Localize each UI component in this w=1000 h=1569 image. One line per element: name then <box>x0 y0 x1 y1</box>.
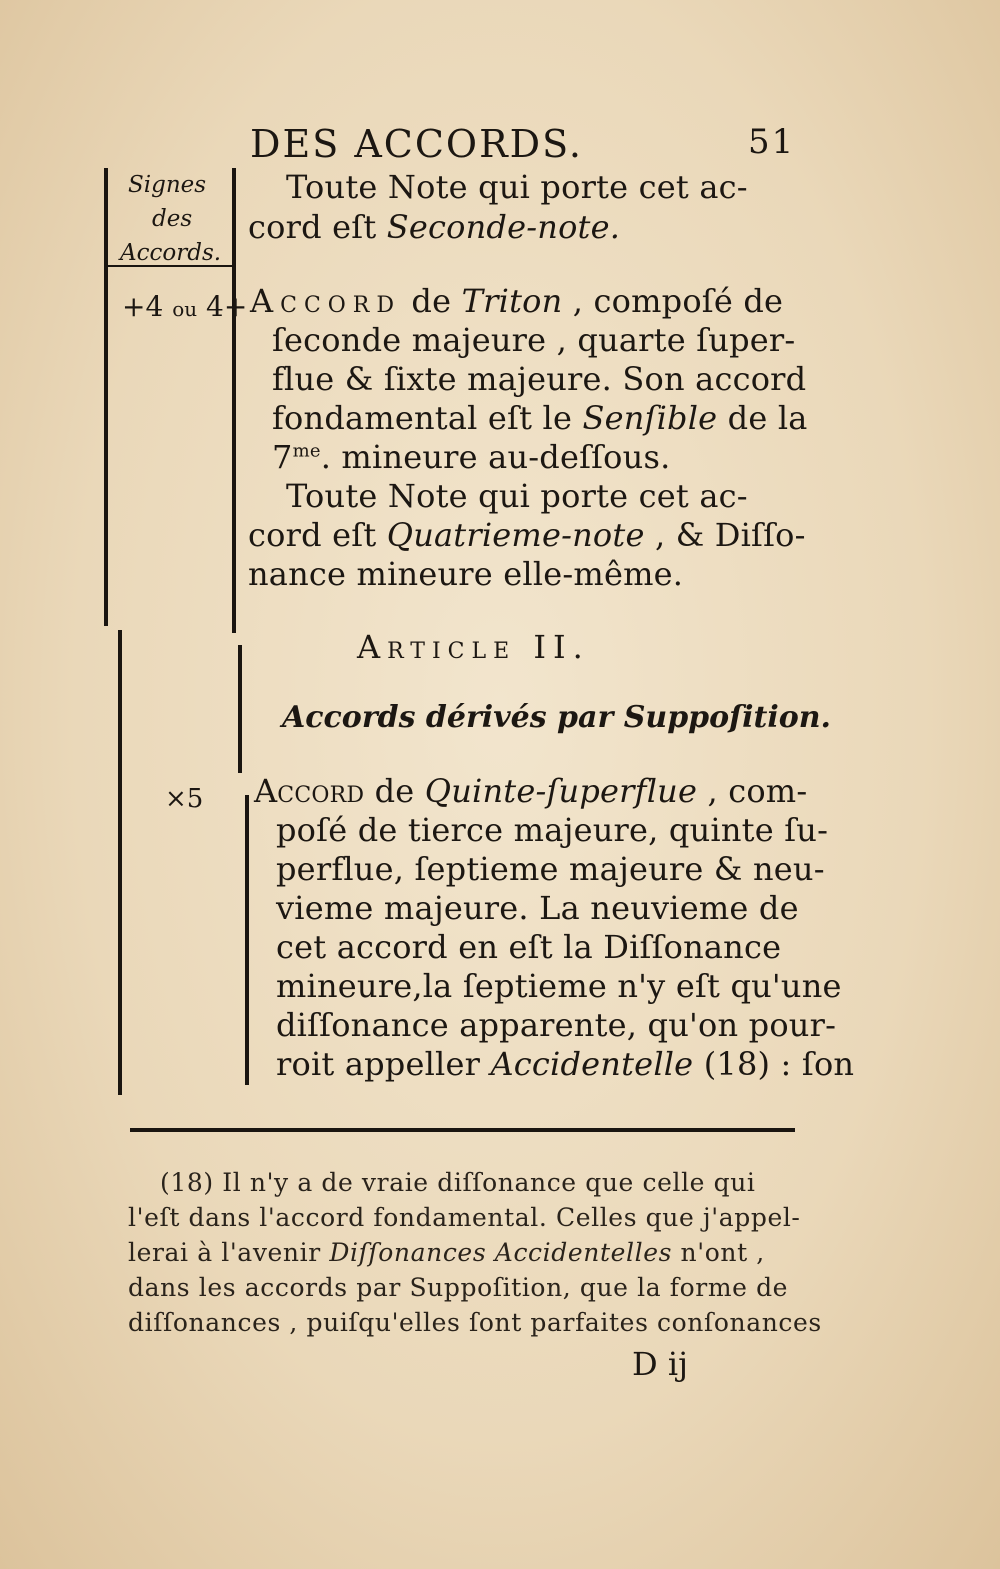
footnote-line2: l'eſt dans l'accord fondamental. Celles que j'appel- <box>128 1203 801 1232</box>
running-head <box>250 122 583 166</box>
footnote-line3 <box>128 1238 765 1267</box>
p2-line2 <box>248 516 806 554</box>
article-subtitle: Accords dérivés par Suppoſition. <box>282 700 831 735</box>
sign-ou: ou <box>172 297 198 321</box>
inner-margin-rule-top <box>232 168 236 633</box>
page-number: 51 <box>748 122 796 162</box>
p3-line1 <box>254 772 807 810</box>
term-sensible: Senſible <box>582 399 718 437</box>
sidebar-label-line1: Signes <box>128 172 207 198</box>
footnote-line3-rest: n'ont , <box>672 1238 765 1267</box>
p1-line5-num: 7 <box>272 438 293 476</box>
p1-line3: flue & ſixte majeure. Son accord <box>272 360 807 398</box>
p2-line2-rest: , & Diſſo- <box>644 516 806 554</box>
outer-margin-rule-top <box>104 168 108 626</box>
footnote-line3-text: lerai à l'avenir <box>128 1238 330 1267</box>
accord-small-caps-2: Accord <box>254 772 365 810</box>
inner-margin-rule-bottom <box>238 645 242 773</box>
p3-line1-de: de <box>364 772 425 810</box>
sign-four-plus: 4+ <box>206 290 248 323</box>
inner-margin-rule-lower <box>245 795 249 1085</box>
p1-line2: ſeconde majeure , quarte ſuper- <box>272 321 796 359</box>
p3-line8 <box>276 1045 854 1083</box>
p3-line5: cet accord en eſt la Diſſonance <box>276 928 782 966</box>
footnote-separator <box>130 1128 795 1132</box>
term-dissonances-accidentelles: Diſſonances Accidentelles <box>329 1238 673 1267</box>
p0-line2 <box>248 208 620 246</box>
p1-line4-text: fondamental eſt le <box>272 399 583 437</box>
accord-small-caps: Accord <box>250 282 402 320</box>
article-heading: Article II. <box>357 628 590 666</box>
running-head-title: DES ACCORDS. <box>250 122 583 166</box>
footnote-line4: dans les accords par Suppoſition, que la forme de <box>128 1273 789 1302</box>
p3-line1-rest: , com- <box>697 772 808 810</box>
signature-mark: D ij <box>632 1345 688 1383</box>
p1-line4-rest: de la <box>717 399 808 437</box>
p1-line1-rest: , compoſé de <box>562 282 784 320</box>
p2-line3: nance mineure elle-même. <box>248 555 684 593</box>
p3-line7: diſſonance apparente, qu'on pour- <box>276 1006 837 1044</box>
p3-line8-text: roit appeller <box>276 1045 491 1083</box>
term-quatrieme-note: Quatrieme-note <box>386 516 645 554</box>
p1-line5-rest: . mineure au-deſſous. <box>320 438 671 476</box>
sidebar-label-line3: Accords. <box>120 240 222 266</box>
p2-line1: Toute Note qui porte cet ac- <box>286 477 748 515</box>
p0-line2-text: cord eſt <box>248 208 387 246</box>
term-quinte-superflue: Quinte-ſuperflue <box>424 772 698 810</box>
term-accidentelle: Accidentelle <box>490 1045 694 1083</box>
footnote-line5: diſſonances , puiſqu'elles ſont parfaites conſonances <box>128 1308 822 1337</box>
p1-line4 <box>272 399 808 437</box>
p3-line3: perflue, ſeptieme majeure & neu- <box>276 850 825 888</box>
sidebar-sign-quinte-superflue: ×5 <box>165 784 204 814</box>
outer-margin-rule-bottom <box>118 630 122 1095</box>
p3-line4: vieme majeure. La neuvieme de <box>276 889 799 927</box>
term-seconde-note: Seconde-note. <box>386 208 621 246</box>
sign-plus-four: +4 <box>122 290 164 323</box>
footnote-line1: (18) Il n'y a de vraie diſſonance que celle qui <box>160 1168 756 1197</box>
p3-line6: mineure,la ſeptieme n'y eſt qu'une <box>276 967 842 1005</box>
term-triton: Triton <box>461 282 563 320</box>
p1-line5-sup: me <box>292 440 321 462</box>
p0-line1: Toute Note qui porte cet ac- <box>286 168 748 206</box>
p1-line1-de: de <box>401 282 462 320</box>
p3-line8-rest: (18) : ſon <box>693 1045 855 1083</box>
p3-line2: poſé de tierce majeure, quinte ſu- <box>276 811 829 849</box>
sidebar-sign-triton <box>122 290 247 323</box>
p2-line2-text: cord eſt <box>248 516 387 554</box>
p1-line5 <box>272 438 670 476</box>
sidebar-label-line2: des <box>152 206 193 232</box>
p1-line1 <box>250 282 783 320</box>
